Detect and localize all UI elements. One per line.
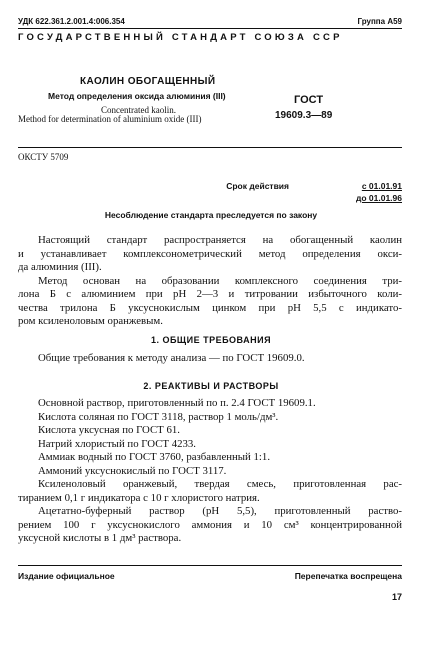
document-title: КАОЛИН ОБОГАЩЕННЫЙ [80, 76, 216, 87]
gost-label: ГОСТ [294, 94, 324, 106]
reprint-notice: Перепечатка воспрещена [294, 571, 402, 581]
reagent-line: тиранием 0,1 г индикатора с 10 г хлористого натрия. [18, 491, 260, 504]
reagent-line: Аммиак водный по ГОСТ 3760, разбавленный 1:1. [38, 451, 271, 463]
section-1-body [18, 352, 402, 366]
intro-paragraph [18, 234, 402, 329]
edition-label: Издание официальное [18, 571, 115, 581]
intro-line: да алюминия (III). [18, 261, 102, 273]
state-standard-banner: ГОСУДАРСТВЕННЫЙ СТАНДАРТ СОЮЗА ССР [18, 32, 343, 43]
page-number: 17 [391, 592, 402, 602]
validity-label: Срок действия [226, 181, 289, 191]
intro-line: лона Б с алюминием при pH 2—3 и титровании избыточного коли- [18, 288, 402, 300]
document-subtitle: Метод определения оксида алюминия (III) [48, 91, 226, 101]
section-2-body [18, 397, 402, 546]
reagent-line: Кислота соляная по ГОСТ 3118, раствор 1 моль/дм³. [38, 410, 279, 423]
english-title-line-1: Concentrated kaolin. [101, 105, 176, 115]
intro-line: ром ксиленоловым оранжевым. [18, 315, 163, 327]
reagent-line: Основной раствор, приготовленный по п. 2.4 ГОСТ 19609.1. [38, 397, 316, 409]
reagent-line: Ксиленоловый оранжевый, твердая смесь, приготовленная рас- [38, 478, 402, 490]
validity-to: до 01.01.96 [355, 193, 402, 203]
intro-line: чества трилона Б уксуснокислым цинком при pH 5,5 с индикато- [18, 301, 402, 314]
english-title-line-2: Method for determination of aluminium oxide (III) [18, 114, 202, 124]
section-1-text: Общие требования к методу анализа — по ГОСТ 19609.0. [38, 352, 305, 364]
okstu-divider [18, 147, 402, 148]
okstu-code: ОКСТУ 5709 [18, 152, 69, 162]
reagent-line: Аммоний уксуснокислый по ГОСТ 3117. [38, 464, 227, 477]
footer-divider [18, 565, 402, 566]
reagent-line: Кислота уксусная по ГОСТ 61. [38, 424, 180, 436]
reagent-line: Ацетатно-буферный раствор (pH 5,5), приготовленный раство- [38, 505, 402, 517]
header-divider [18, 28, 402, 29]
intro-line: и устанавливает комплексонометрический метод определения окси- [18, 247, 402, 260]
reagent-line: рением 100 г уксуснокислого аммония и 10 см³ концентрированной [18, 518, 402, 531]
section-2-heading: 2. РЕАКТИВЫ И РАСТВОРЫ [143, 381, 279, 391]
udk-code: УДК 622.361.2.001.4:006.354 [18, 17, 125, 26]
validity-from: с 01.01.91 [361, 181, 402, 191]
intro-line: Настоящий стандарт распространяется на обогащенный каолин [38, 234, 402, 246]
intro-line: Метод основан на образовании комплексного соединения три- [38, 274, 402, 287]
gost-number: 19609.3—89 [275, 110, 333, 121]
reagent-line: Натрий хлористый по ГОСТ 4233. [38, 437, 196, 450]
reagent-line: уксусной кислоты в 1 дм³ раствора. [18, 532, 182, 544]
legal-notice: Несоблюдение стандарта преследуется по закону [104, 210, 318, 220]
section-1-heading: 1. ОБЩИЕ ТРЕБОВАНИЯ [150, 335, 272, 345]
group-code: Группа А59 [357, 17, 402, 26]
